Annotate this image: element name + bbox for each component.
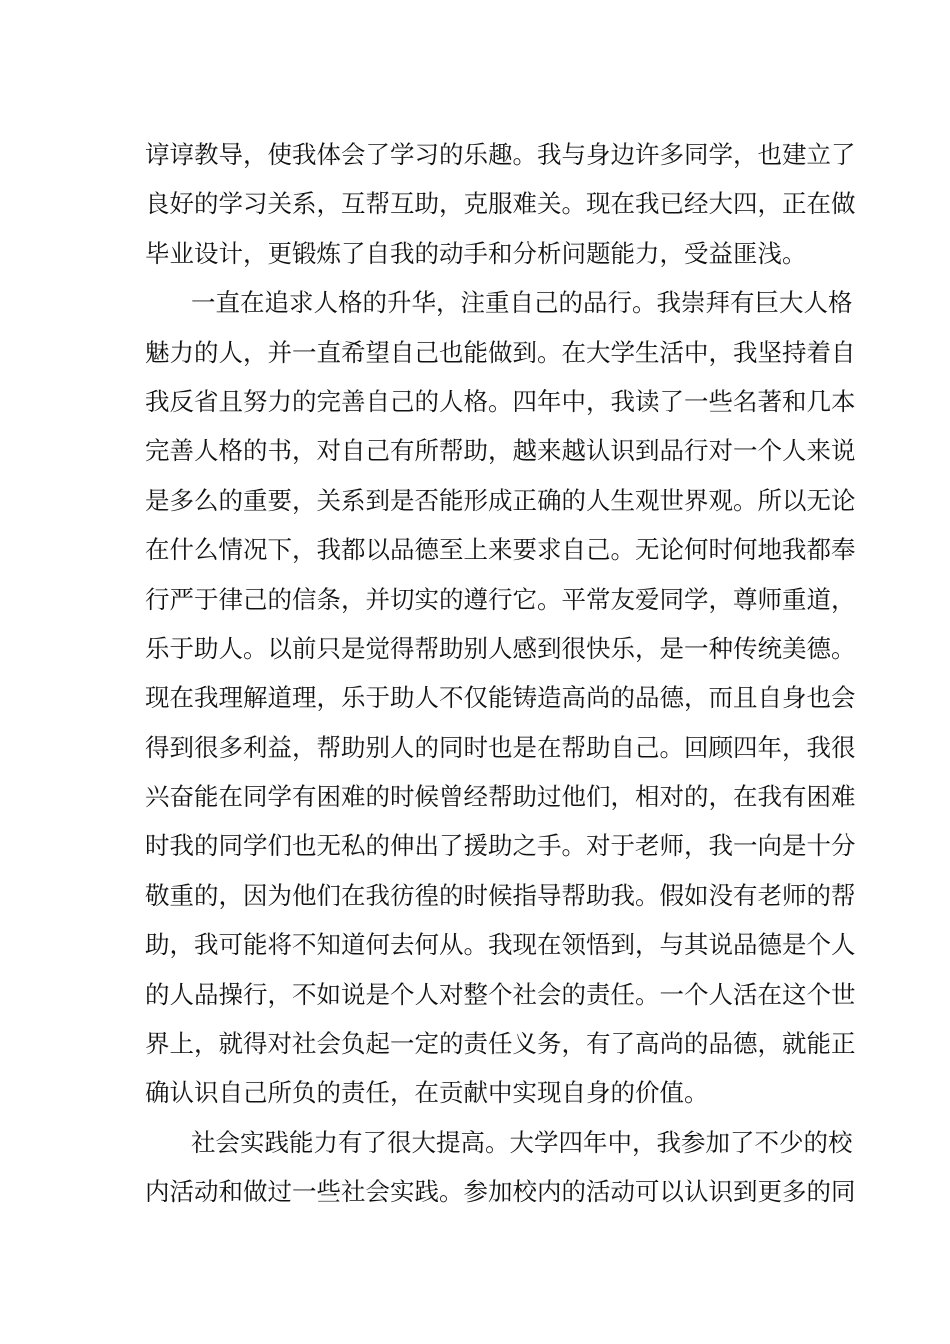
paragraph-2-line-1: 一直在追求人格的升华，注重自己的品行。我崇拜有巨大人格 xyxy=(191,288,853,318)
paragraph-2-line-13: 敬重的，因为他们在我彷徨的时候指导帮助我。假如没有老师的帮 xyxy=(145,880,856,910)
paragraph-2-line-12: 时我的同学们也无私的伸出了援助之手。对于老师，我一向是十分 xyxy=(145,831,856,861)
paragraph-2-line-6: 在什么情况下，我都以品德至上来要求自己。无论何时何地我都奉 xyxy=(145,535,856,565)
paragraph-2-line-4: 完善人格的书，对自己有所帮助，越来越认识到品行对一个人来说 xyxy=(145,436,856,466)
paragraph-2-line-5: 是多么的重要，关系到是否能形成正确的人生观世界观。所以无论 xyxy=(145,485,856,515)
paragraph-2-line-9: 现在我理解道理，乐于助人不仅能铸造高尚的品德，而且自身也会 xyxy=(145,683,856,713)
paragraph-2-line-10: 得到很多利益，帮助别人的同时也是在帮助自己。回顾四年，我很 xyxy=(145,732,856,762)
paragraph-3-line-2: 内活动和做过一些社会实践。参加校内的活动可以认识到更多的同 xyxy=(145,1177,856,1207)
paragraph-1-line-1: 谆谆教导，使我体会了学习的乐趣。我与身边许多同学，也建立了 xyxy=(145,140,856,169)
paragraph-2-line-7: 行严于律己的信条，并切实的遵行它。平常友爱同学，尊师重道， xyxy=(145,584,856,614)
paragraph-2-line-15: 的人品操行，不如说是个人对整个社会的责任。一个人活在这个世 xyxy=(145,979,856,1009)
paragraph-2-line-3: 我反省且努力的完善自己的人格。四年中，我读了一些名著和几本 xyxy=(145,386,856,416)
paragraph-2-line-8: 乐于助人。以前只是觉得帮助别人感到很快乐，是一种传统美德。 xyxy=(145,633,856,663)
paragraph-3-line-1: 社会实践能力有了很大提高。大学四年中，我参加了不少的校 xyxy=(191,1127,853,1157)
paragraph-2-line-11: 兴奋能在同学有困难的时候曾经帮助过他们，相对的，在我有困难 xyxy=(145,782,856,812)
paragraph-1-line-2: 良好的学习关系，互帮互助，克服难关。现在我已经大四，正在做 xyxy=(145,189,856,219)
paragraph-2-line-14: 助，我可能将不知道何去何从。我现在领悟到，与其说品德是个人 xyxy=(145,930,856,960)
paragraph-2-line-16: 界上，就得对社会负起一定的责任义务，有了高尚的品德，就能正 xyxy=(145,1029,856,1059)
paragraph-2-line-17: 确认识自己所负的责任，在贡献中实现自身的价值。 xyxy=(145,1078,709,1108)
body-text xyxy=(145,130,856,1217)
paragraph-1-line-3: 毕业设计，更锻炼了自我的动手和分析问题能力，受益匪浅。 xyxy=(145,238,807,268)
paragraph-2-line-2: 魅力的人，并一直希望自己也能做到。在大学生活中，我坚持着自 xyxy=(145,337,856,367)
